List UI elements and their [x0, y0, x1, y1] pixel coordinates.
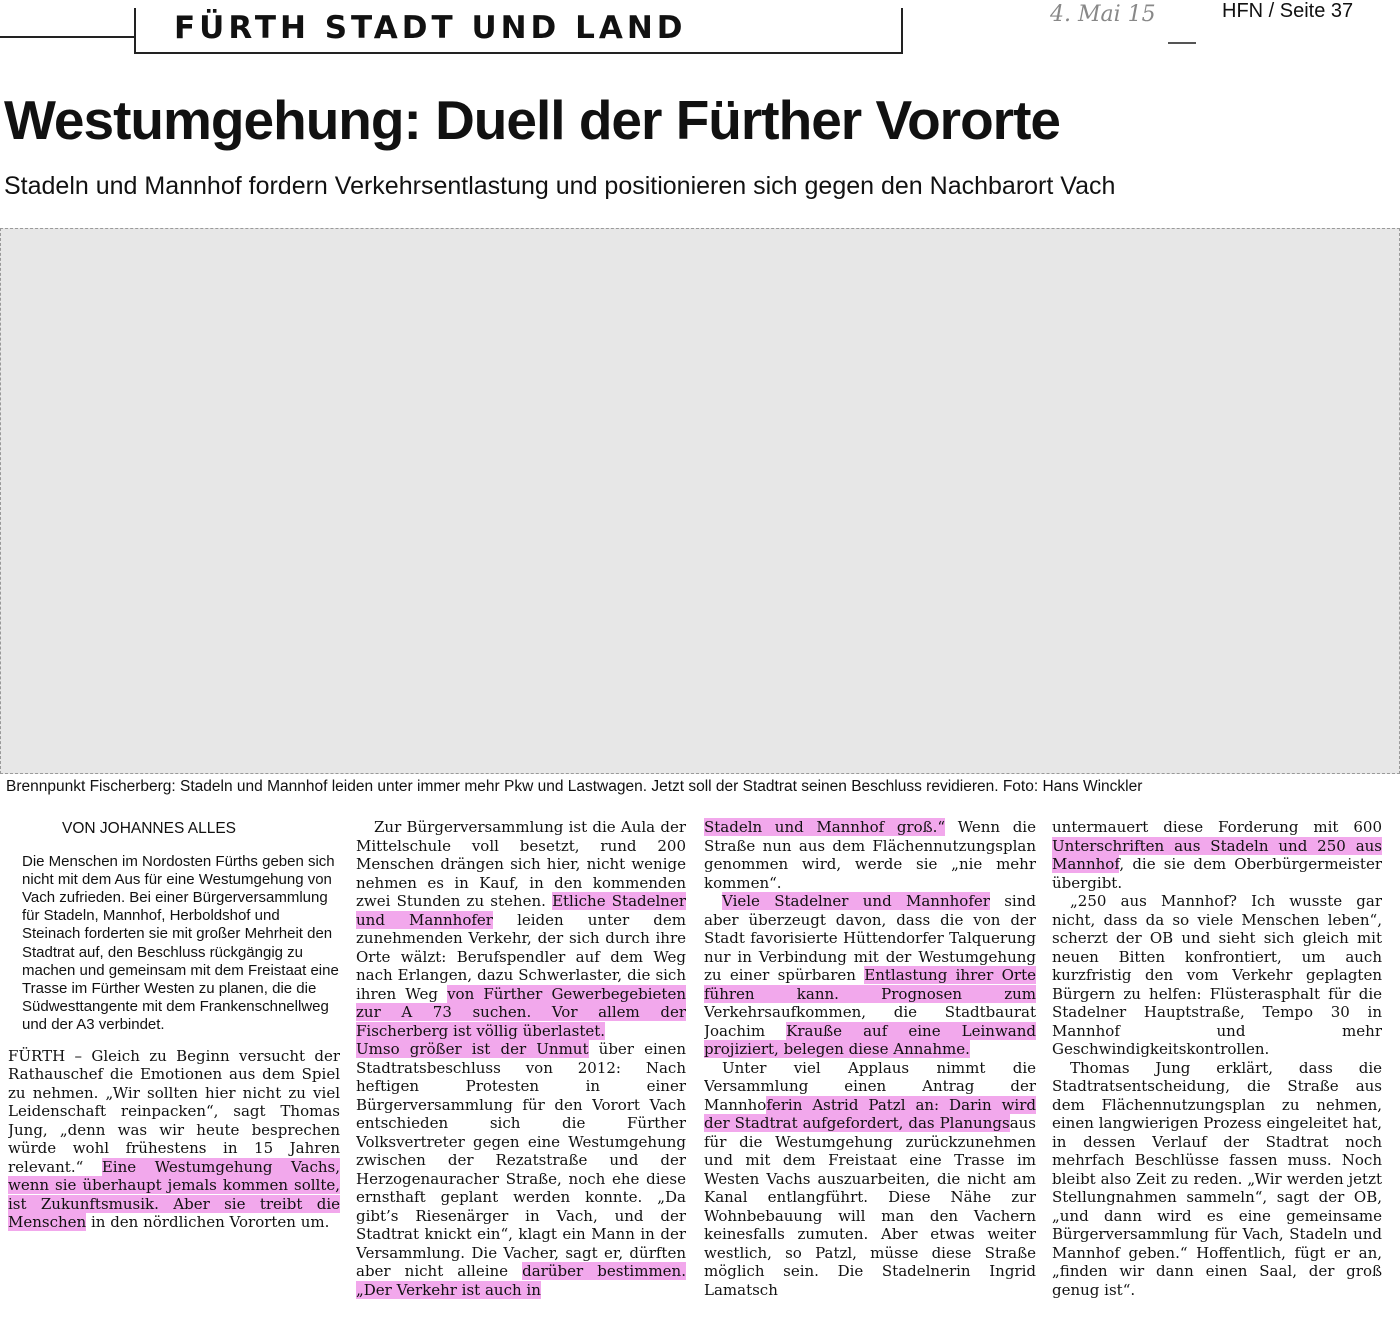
highlighted-text: von Fürther Gewerbegebieten zur A 73 suchen. Vor allem der Fischerberg ist völlig überlastet. — [356, 984, 686, 1040]
news-photo — [0, 228, 1400, 774]
text-run: untermauert diese Forderung mit 600 — [1052, 818, 1382, 836]
section-title: FÜRTH STADT UND LAND — [174, 10, 687, 46]
text-run: über einen Stadtratsbeschluss von 2012: Nach heftigen Protesten in einer Bürgerversammlung für den Vorort Vach entschieden sich die Fürther Volksvertreter gegen eine Westumgehung zwischen der Rezatstraße und der Herzogenauracher Straße, noch ehe diese ernsthaft geplant werden konnte. „Da gibt’s Riesenärger in Vach, und der Stadtrat knickt ein“, klagt ein Mann in der Versammlung. Die Vacher, sagt er, dürften aber nicht alleine — [356, 1040, 686, 1280]
text-run: Wenn die Straße nun aus dem Flächennutzungsplan genommen wird, werde sie „nie mehr kommen“. — [704, 818, 1036, 892]
text-run: leiden unter dem zunehmenden Verkehr, der sich durch ihre Orte wälzt: Berufspendler auf dem Weg nach Erlangen, dazu Schwerlaster, die sich ihren Weg — [356, 910, 686, 1003]
text-run: Verkehrsaufkommen, die Stadtbaurat Joachim — [704, 1003, 1036, 1040]
paragraph — [356, 818, 686, 1040]
text-run: aus für die Westumgehung zurückzunehmen und mit dem Freistaat eine Trasse im Westen Vachs auszuarbeiten, die nicht am Kanal entlangführt. Diese Nähe zur Wohnbebauung will man den Vachern keinesfalls zumuten. Aber etwas weiter westlich, so Patzl, müsse diese Straße möglich sein. Die Stadelnerin Ingrid Lamatsch — [704, 1114, 1036, 1299]
article-column-1 — [8, 818, 340, 1318]
text-run: FÜRTH – Gleich zu Beginn versucht der Rathauschef die Emotionen aus dem Spiel zu nehmen. „Wir sollten hier nicht zu viel Leidenschaft reinpacken“, sagt Thomas Jung, „denn was wir heute besprechen würde wohl frühestens in 15 Jahren relevant.“ — [8, 1046, 340, 1176]
article-intro: Die Menschen im Nordosten Fürths geben sich nicht mit dem Aus für eine Westumgehung von Vach zufrieden. Bei einer Bürgerversammlung für Stadeln, Mannhof, Herboldshof und Steinach forderten sie mit großer Mehrheit den Stadtrat auf, den Beschluss rückgängig zu machen und gemeinsam mit dem Freistaat eine Trasse im Fürther Westen zu planen, die die Südwesttangente mit dem Frankenschnellweg und der A3 verbindet. — [22, 852, 339, 1034]
article-column-3 — [704, 818, 1036, 1318]
highlighted-text: Viele Stadelner und Mannhofer — [722, 892, 990, 910]
highlighted-text: Entlastung ihrer Orte führen kann. Prognosen zum — [704, 966, 1036, 1003]
paragraph — [704, 892, 1036, 1059]
paragraph — [356, 1040, 686, 1299]
masthead-rule — [0, 36, 134, 38]
highlighted-text: ferin Astrid Patzl an: Darin wird der Stadtrat aufgefordert, das Planungs — [704, 1095, 1036, 1132]
pen-mark — [1168, 42, 1196, 44]
paragraph: „250 aus Mannhof? Ich wusste gar nicht, dass da so viele Menschen leben“, scherzt der OB und sieht sich gleich mit neuen Bitten konfrontiert, um auch kurzfristig den vom Verkehr geplagten Bürgern zu helfen: Flüsterasphalt für die Stadelner Hauptstraße, Tempo 30 in Mannhof und mehr Geschwindigkeitskontrollen. — [1052, 892, 1382, 1058]
text-run: , die sie dem Oberbürgermeister übergibt. — [1052, 855, 1382, 892]
highlighted-text: darüber bestimmen. „Der Verkehr ist auch in — [356, 1262, 686, 1299]
article-column-2 — [356, 818, 686, 1318]
highlighted-text: Umso größer ist der Unmut — [356, 1040, 589, 1058]
text-run: in den nördlichen Vororten um. — [86, 1213, 330, 1232]
text-run: Unter viel Applaus nimmt die Versammlung einen Antrag der Mannho — [704, 1058, 1036, 1114]
page-number: HFN / Seite 37 — [1222, 0, 1354, 22]
handwritten-date: 4. Mai 15 — [1050, 2, 1156, 27]
text-run: sind aber überzeugt davon, dass die von der Stadt favorisierte Hüttendorfer Talquerung nur in Verbindung mit der Westumgehung zu einer spürbaren — [704, 892, 1036, 984]
paragraph — [704, 818, 1036, 892]
highlighted-text: Unterschriften aus Stadeln und 250 aus Mannhof — [1052, 836, 1382, 873]
byline: VON JOHANNES ALLES — [62, 820, 237, 837]
highlighted-text: Krauße auf eine Leinwand projiziert, belegen diese Annahme. — [704, 1021, 1036, 1058]
paragraph — [704, 1059, 1036, 1300]
highlighted-text: Eine Westumgehung Vachs, wenn sie überhaupt jemals kommen sollte, ist Zukunftsmusik. Aber sie treibt die Menschen — [8, 1157, 340, 1232]
highlighted-text: Etliche Stadelner und Mannhofer — [356, 892, 686, 929]
text-run: Zur Bürgerversammlung ist die Aula der Mittelschule voll besetzt, rund 200 Menschen drängen sich hier, nicht wenige nehmen es in Kauf, in den kommenden zwei Stunden zu stehen. — [356, 818, 686, 910]
headline: Westumgehung: Duell der Fürther Vororte — [4, 89, 1060, 151]
paragraph: Thomas Jung erklärt, dass die Stadtratsentscheidung, die Straße aus dem Flächennutzungsplan zu nehmen, einen langwierigen Prozess eingeleitet hat, in dessen Verlauf der Stadtrat noch mehrfach Beschlüsse fassen muss. Noch bleibt also Zeit zu reden. „Wir werden jetzt Stellungnahmen sammeln“, sagt der OB, „und dann wird es eine gemeinsame Bürgerversammlung für Vach, Stadeln und Mannhof geben.“ Hoffentlich, fügt er an, „finden wir dann einen Saal, der groß genug ist“. — [1052, 1058, 1382, 1299]
photo-caption: Brennpunkt Fischerberg: Stadeln und Mannhof leiden unter immer mehr Pkw und Lastwagen. Jetzt soll der Stadtrat seinen Beschluss revidieren. Foto: Hans Winckler — [6, 778, 1143, 795]
paragraph — [1052, 818, 1382, 892]
subheadline: Stadeln und Mannhof fordern Verkehrsentlastung und positionieren sich gegen den Nachbarort Vach — [4, 172, 1116, 200]
article-column-4 — [1052, 818, 1382, 1318]
paragraph — [8, 1047, 340, 1232]
masthead — [0, 0, 1400, 60]
highlighted-text: Stadeln und Mannhof groß.“ — [704, 818, 946, 836]
